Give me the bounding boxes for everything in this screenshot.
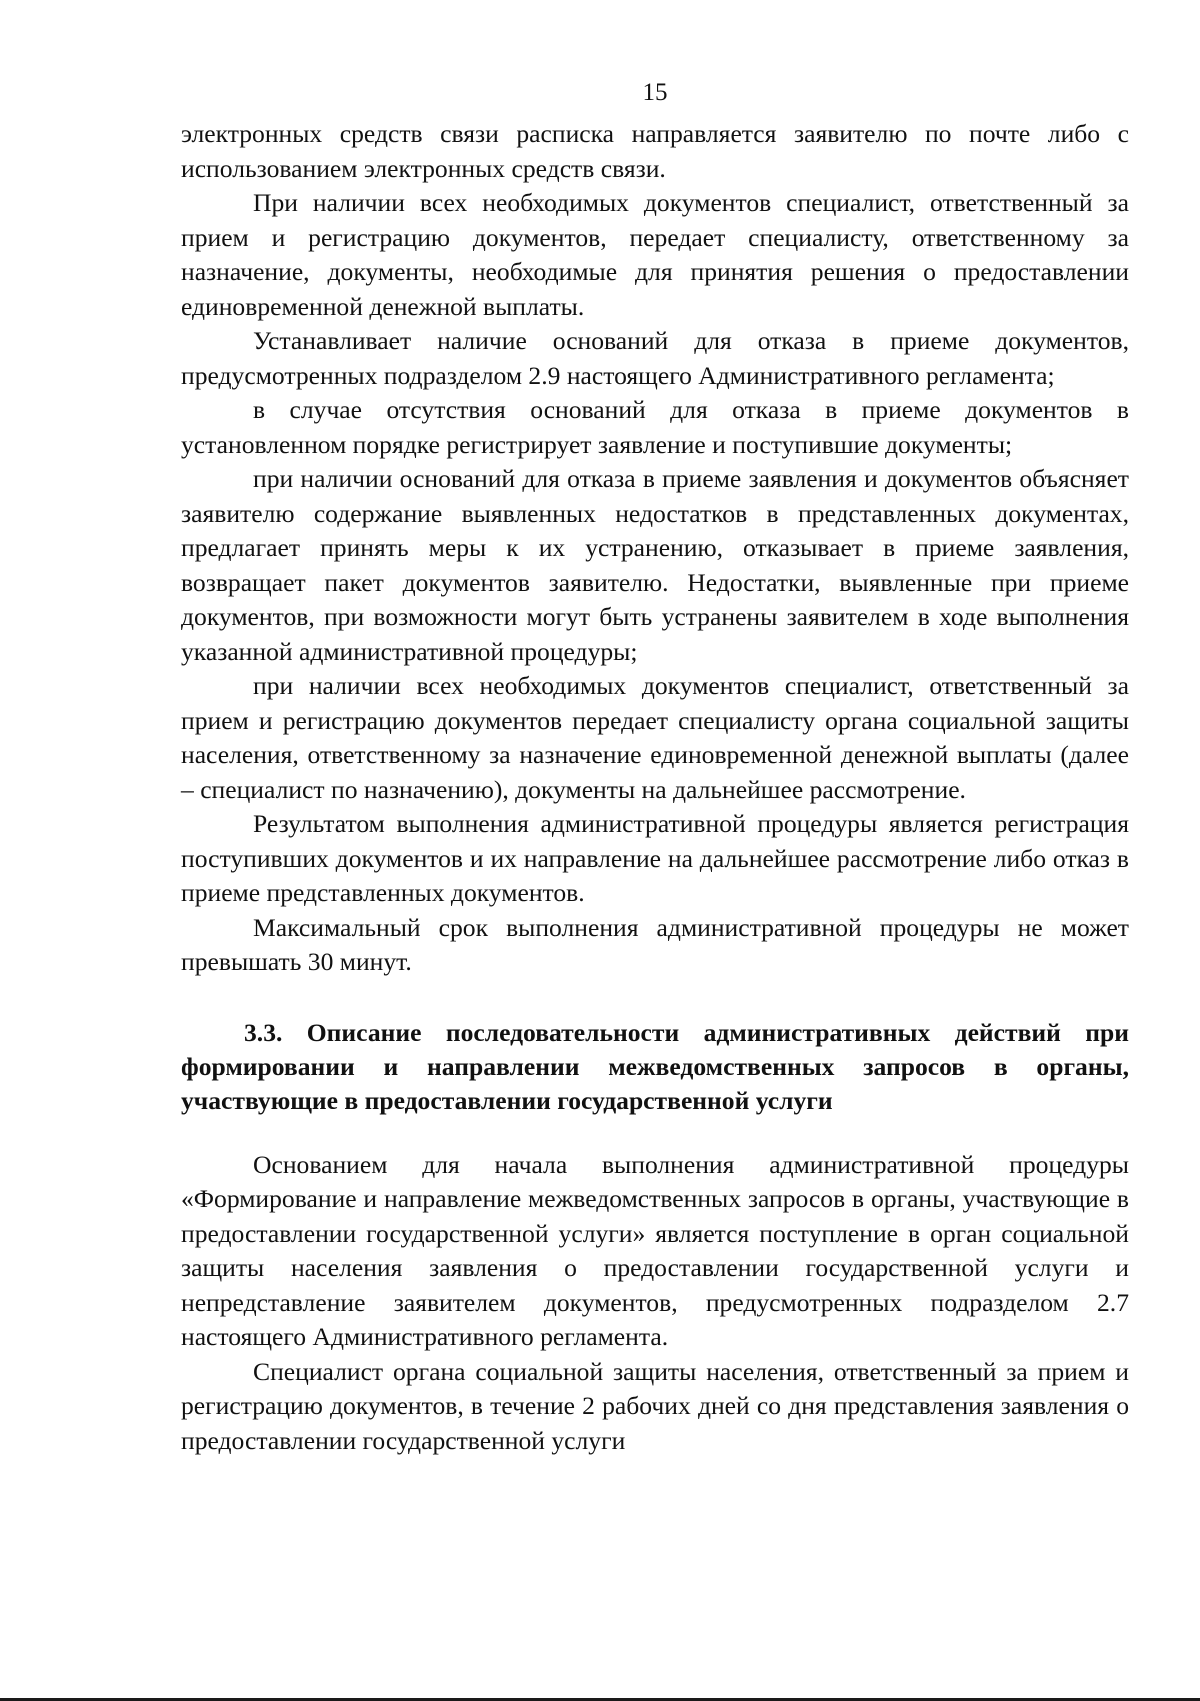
page-number: 15 <box>642 79 668 106</box>
paragraph: в случае отсутствия оснований для отказа в приеме документов в установленном порядке регистрирует заявление и поступившие документы; <box>181 395 1129 459</box>
paragraph: Основанием для начала выполнения административной процедуры «Формирование и направление межведомственных запросов в органы, участвующие в предоставлении государственной услуги» является поступление в орган социальной защиты населения заявления о предоставлении государственной услуги и непредставление заявителем документов, предусмотренных подразделом 2.7 настоящего Административного регламента. <box>181 1149 1129 1351</box>
section-heading: 3.3. Описание последовательности административных действий при формировании и направлении межведомственных запросов в органы, участвующие в предоставлении государственной услуги <box>181 1017 1129 1115</box>
paragraph: При наличии всех необходимых документов специалист, ответственный за прием и регистрацию документов, передает специалисту, ответственному за назначение, документы, необходимые для принятия решения о предоставлении единовременной денежной выплаты. <box>181 188 1129 321</box>
paragraph: Специалист органа социальной защиты населения, ответственный за прием и регистрацию документов, в течение 2 рабочих дней со дня представления заявления о предоставлении государственной услуги <box>181 1356 1129 1455</box>
paragraph: при наличии оснований для отказа в приеме заявления и документов объясняет заявителю содержание выявленных недостатков в представленных документах, предлагает принять меры к их устранению, отказывает в приеме заявления, возвращает пакет документов заявителю. Недостатки, выявленные при приеме документов, при возможности могут быть устранены заявителем в ходе выполнения указанной административной процедуры; <box>181 464 1129 666</box>
paragraph: Результатом выполнения административной процедуры является регистрация поступивших документов и их направление на дальнейшее рассмотрение либо отказ в приеме представленных документов. <box>181 809 1129 907</box>
paragraph: Устанавливает наличие оснований для отказа в приеме документов, предусмотренных подразделом 2.9 настоящего Административного регламента; <box>181 326 1129 390</box>
paragraph-continuation: электронных средств связи расписка направляется заявителю по почте либо с использованием электронных средств связи. <box>181 119 1129 183</box>
paragraph: Максимальный срок выполнения административной процедуры не может превышать 30 минут. <box>181 912 1129 976</box>
document-body <box>181 117 1129 1458</box>
paragraph: при наличии всех необходимых документов специалист, ответственный за прием и регистрацию документов передает специалисту органа социальной защиты населения, ответственному за назначение единовременной денежной выплаты (далее – специалист по назначению), документы на дальнейшее рассмотрение. <box>181 671 1129 804</box>
